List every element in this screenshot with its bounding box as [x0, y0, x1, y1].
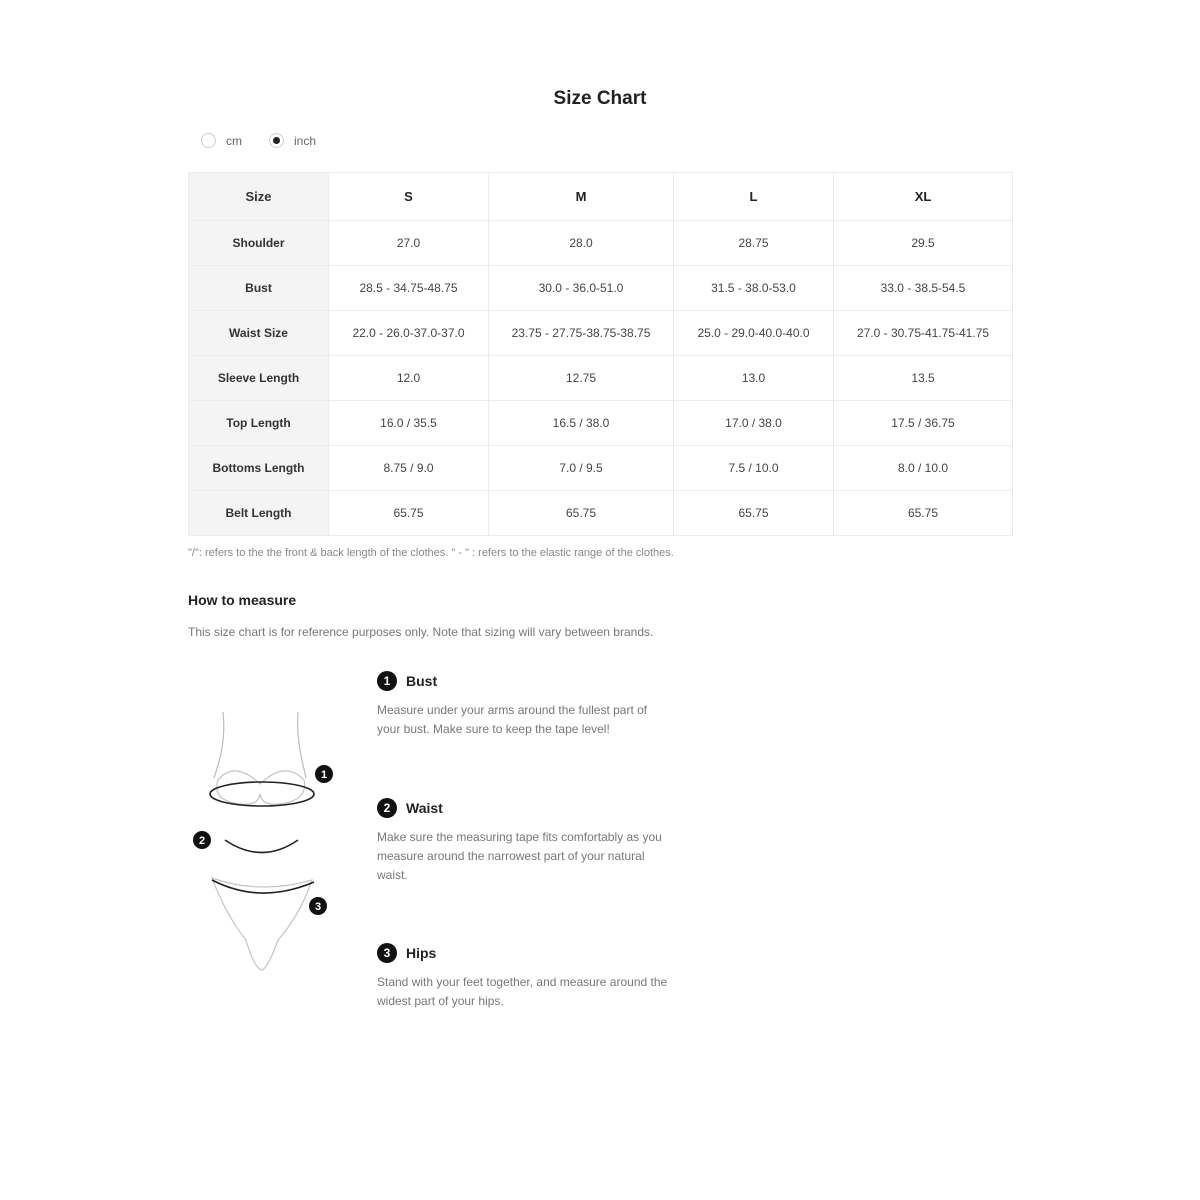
table-cell: 28.5 - 34.75-48.75: [329, 266, 489, 311]
row-label: Waist Size: [189, 311, 329, 356]
table-row-top-length: [189, 401, 1013, 446]
size-chart-table: [188, 172, 1013, 536]
header-size: Size: [189, 173, 329, 221]
table-row-sleeve: [189, 356, 1013, 401]
table-header-row: [189, 173, 1013, 221]
step-title: Hips: [406, 945, 437, 961]
bikini-top: [217, 771, 305, 804]
measure-step-waist: [377, 798, 677, 885]
step-heading: [377, 798, 677, 818]
row-label: Bust: [189, 266, 329, 311]
table-cell: 28.0: [489, 221, 674, 266]
measure-step-hips: [377, 943, 677, 1011]
figure-marker-1-label: 1: [320, 769, 328, 781]
bikini-bottom: [212, 878, 312, 970]
header-m: M: [489, 173, 674, 221]
row-label: Bottoms Length: [189, 446, 329, 491]
table-cell: 25.0 - 29.0-40.0-40.0: [674, 311, 834, 356]
table-cell: 7.0 / 9.5: [489, 446, 674, 491]
table-cell: 8.75 / 9.0: [329, 446, 489, 491]
table-cell: 65.75: [674, 491, 834, 536]
bust-measure-line: [210, 782, 314, 806]
table-row-shoulder: [189, 221, 1013, 266]
chart-note: "/": refers to the the front & back length of the clothes. " - " : refers to the elastic range of the clothes.: [188, 547, 674, 559]
row-label: Shoulder: [189, 221, 329, 266]
table-row-bottoms-length: [189, 446, 1013, 491]
how-to-measure-subtitle: This size chart is for reference purposes only. Note that sizing will vary between brands.: [188, 625, 654, 639]
table-row-belt-length: [189, 491, 1013, 536]
step-heading: [377, 671, 677, 691]
unit-inch-option[interactable]: [269, 133, 316, 148]
step-description: Stand with your feet together, and measure around the widest part of your hips.: [377, 975, 668, 1008]
cm-radio[interactable]: [201, 133, 216, 148]
table-cell: 12.75: [489, 356, 674, 401]
radio-selected-dot: [273, 137, 280, 144]
step-description: Make sure the measuring tape fits comfortably as you measure around the narrowest part of your natural waist.: [377, 830, 662, 882]
step-number-badge: 1: [377, 671, 397, 691]
header-l: L: [674, 173, 834, 221]
row-label: Top Length: [189, 401, 329, 446]
table-cell: 27.0: [329, 221, 489, 266]
figure-marker-2-label: 2: [198, 835, 206, 847]
unit-cm-label: cm: [226, 133, 242, 148]
table-cell: 13.0: [674, 356, 834, 401]
row-label: Belt Length: [189, 491, 329, 536]
step-number-badge: 2: [377, 798, 397, 818]
how-to-measure-title: How to measure: [188, 592, 297, 608]
header-s: S: [329, 173, 489, 221]
table-cell: 13.5: [834, 356, 1013, 401]
step-heading: [377, 943, 677, 963]
step-title: Waist: [406, 800, 443, 816]
table-cell: 28.75: [674, 221, 834, 266]
table-cell: 33.0 - 38.5-54.5: [834, 266, 1013, 311]
table-cell: 8.0 / 10.0: [834, 446, 1013, 491]
step-number-badge: 3: [377, 943, 397, 963]
table-row-bust: [189, 266, 1013, 311]
table-cell: 16.0 / 35.5: [329, 401, 489, 446]
table-cell: 12.0: [329, 356, 489, 401]
step-title: Bust: [406, 673, 438, 689]
inch-radio[interactable]: [269, 133, 284, 148]
bikini-measure-illustration: [190, 700, 340, 980]
figure-marker-3-label: 3: [314, 901, 322, 913]
unit-cm-option[interactable]: [201, 133, 242, 148]
table-cell: 23.75 - 27.75-38.75-38.75: [489, 311, 674, 356]
row-label: Sleeve Length: [189, 356, 329, 401]
unit-inch-label: inch: [294, 133, 317, 148]
table-row-waist: [189, 311, 1013, 356]
table-cell: 17.5 / 36.75: [834, 401, 1013, 446]
waist-measure-line: [225, 840, 298, 853]
table-cell: 30.0 - 36.0-51.0: [489, 266, 674, 311]
torso-outline: [214, 712, 306, 778]
table-cell: 22.0 - 26.0-37.0-37.0: [329, 311, 489, 356]
table-cell: 65.75: [489, 491, 674, 536]
table-cell: 17.0 / 38.0: [674, 401, 834, 446]
measure-step-bust: [377, 671, 677, 739]
table-cell: 65.75: [329, 491, 489, 536]
table-cell: 65.75: [834, 491, 1013, 536]
table-cell: 29.5: [834, 221, 1013, 266]
table-cell: 16.5 / 38.0: [489, 401, 674, 446]
table-cell: 7.5 / 10.0: [674, 446, 834, 491]
header-xl: XL: [834, 173, 1013, 221]
table-cell: 27.0 - 30.75-41.75-41.75: [834, 311, 1013, 356]
step-description: Measure under your arms around the fullest part of your bust. Make sure to keep the tape level!: [377, 703, 648, 736]
page-title: Size Chart: [553, 88, 647, 109]
table-cell: 31.5 - 38.0-53.0: [674, 266, 834, 311]
